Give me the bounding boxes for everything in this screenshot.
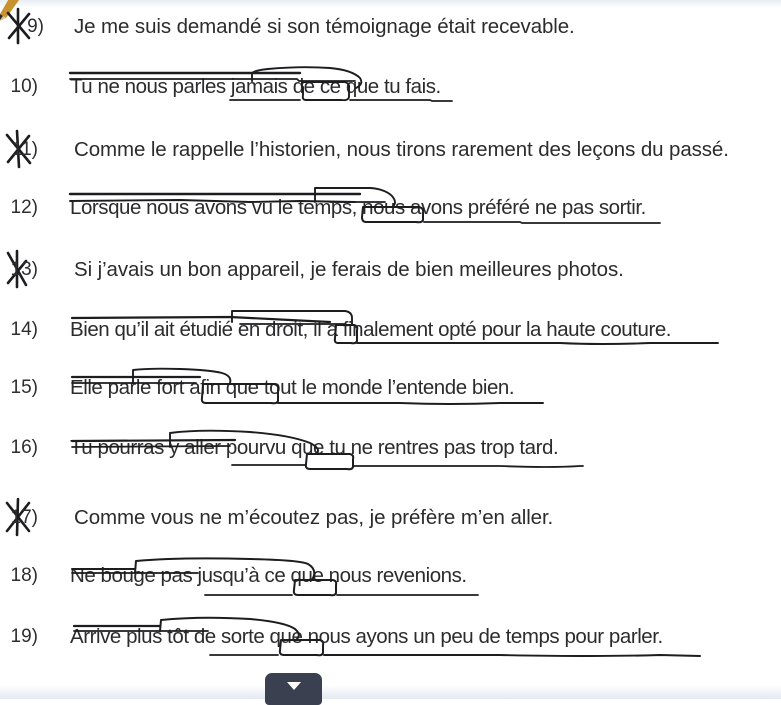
exercise-row [0,423,781,483]
exercise-row [0,305,781,365]
exercise-number: 12) [10,197,38,218]
exercise-number: 11) [11,139,38,160]
exercise-sentence: Comme vous ne m’écoutez pas, je préfère m’en aller. [74,506,554,529]
exercise-row [0,2,781,62]
exercise-sentence: Ne bouge pas jusqu’à ce que nous revenions. [70,564,467,587]
exercise-row [0,245,781,305]
exercise-row [0,183,781,243]
scroll-down-button[interactable] [265,673,322,705]
scan-bottom-strip [0,685,781,699]
exercise-row [0,363,781,423]
exercise-number: 17) [10,507,38,528]
exercise-number: 9) [27,16,44,37]
exercise-row [0,612,781,672]
exercise-number: 10) [10,76,38,97]
exercise-sentence: Bien qu’il ait étudié en droit, il a finalement opté pour la haute couture. [70,318,672,341]
exercise-number: 13) [10,259,38,280]
exercise-sentence: Comme le rappelle l’historien, nous tirons rarement des leçons du passé. [74,138,729,161]
exercise-sentence: Je me suis demandé si son témoignage était recevable. [74,15,575,38]
exercise-sentence: Lorsque nous avons vu le temps, nous avons préféré ne pas sortir. [70,196,646,219]
exercise-sentence: Tu ne nous parles jamais de ce que tu fais. [70,75,441,98]
exercise-number: 15) [10,377,38,398]
exercise-row [0,62,781,122]
exercise-number: 14) [10,319,38,340]
exercise-sentence: Tu pourras y aller pourvu que tu ne rentres pas trop tard. [70,436,559,459]
exercise-sentence: Arrive plus tôt de sorte que nous ayons un peu de temps pour parler. [70,625,663,648]
exercise-number: 19) [10,626,38,647]
exercise-number: 16) [10,437,38,458]
exercise-row [0,125,781,185]
exercise-sentence: Si j’avais un bon appareil, je ferais de bien meilleures photos. [74,258,624,281]
exercise-row [0,493,781,553]
chevron-down-icon [287,682,301,690]
exercise-number: 18) [10,565,38,586]
exercise-sentence: Elle parle fort afin que tout le monde l’entende bien. [70,376,515,399]
exercise-row [0,551,781,611]
